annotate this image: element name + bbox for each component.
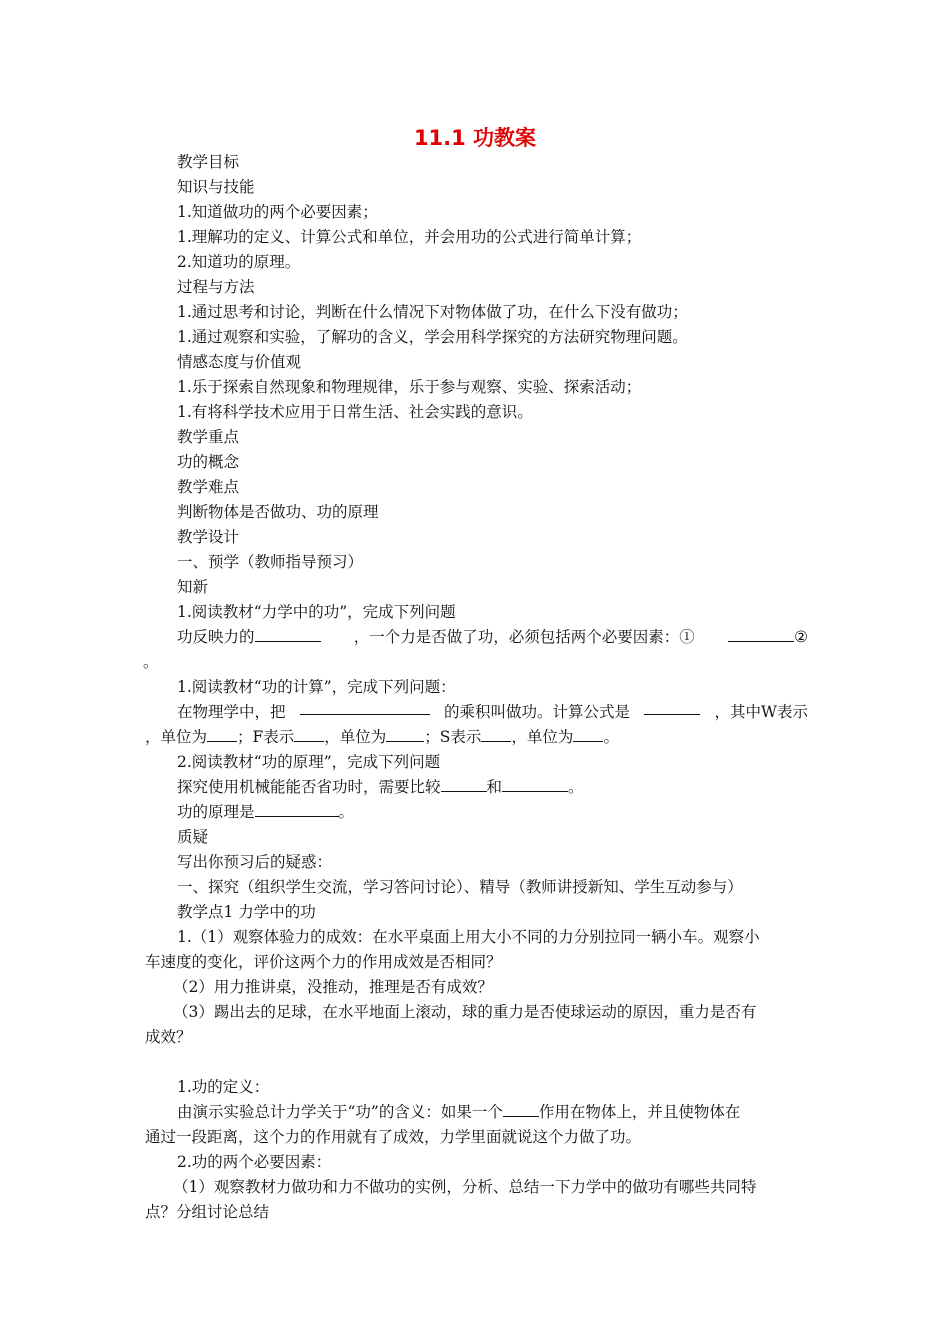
observation-text: （2）用力推讲桌，没推动，推理是否有成效？ [173, 978, 493, 996]
answer-blank[interactable] [503, 1102, 539, 1117]
heading-emotion: 情感态度与价值观 [177, 353, 302, 371]
answer-blank[interactable] [207, 727, 237, 742]
heading-preview: 一、预学（教师指导预习） [177, 553, 364, 571]
observation-text: 1.（1）观察体验力的成效：在水平桌面上用大小不同的力分别拉同一辆小车。观察小 [177, 928, 760, 946]
definition-text: 通过一段距离，这个力的作用就有了成效，力学里面就说这个力做了功。 [145, 1128, 642, 1146]
definition-title: 1.功的定义： [177, 1078, 270, 1096]
goal-item: 1.知道做功的两个必要因素； [177, 203, 378, 221]
read-task-2: 1.阅读教材“功的计算”，完成下列问题： [177, 678, 456, 696]
page-title: 11.1 功教案 [413, 126, 537, 150]
key-point-text: 功的概念 [177, 453, 240, 471]
answer-blank[interactable] [441, 777, 487, 792]
spacer [145, 1050, 808, 1075]
goal-item: 1.理解功的定义、计算公式和单位，并会用功的公式进行简单计算； [177, 228, 642, 246]
continuation: 。 [143, 653, 159, 671]
heading-key-point: 教学重点 [177, 428, 240, 446]
read-task-3: 2.阅读教材“功的原理”，完成下列问题 [177, 753, 441, 771]
answer-blank[interactable] [481, 727, 511, 742]
answer-blank[interactable] [294, 727, 324, 742]
factors-title: 2.功的两个必要因素： [177, 1153, 332, 1171]
answer-blank[interactable] [255, 627, 321, 642]
answer-blank[interactable] [502, 777, 568, 792]
factors-text: 点？分组讨论总结 [145, 1203, 270, 1221]
goal-item: 1.有将科学技术应用于日常生活、社会实践的意识。 [177, 403, 533, 421]
answer-blank[interactable] [255, 802, 339, 817]
fill-blank-line: 探究使用机械能能否省功时，需要比较 和 。 [177, 778, 584, 796]
heading-process-method: 过程与方法 [177, 278, 255, 296]
answer-blank[interactable] [644, 700, 700, 715]
answer-blank[interactable] [300, 700, 430, 715]
fill-blank-line: 由演示实验总计力学关于“功”的含义：如果一个 作用在物体上，并且使物体在 [177, 1103, 741, 1121]
heading-explore: 一、探究（组织学生交流，学习答问讨论）、精导（教师讲授新知、学生互动参与） [177, 878, 743, 896]
goal-item: 2.知道功的原理。 [177, 253, 301, 271]
difficulty-text: 判断物体是否做功、功的原理 [177, 503, 379, 521]
heading-difficulty: 教学难点 [177, 478, 240, 496]
observation-text: （3）踢出去的足球，在水平地面上滚动，球的重力是否使球运动的原因，重力是否有 [173, 1003, 757, 1021]
fill-blank-line: ，单位为 ；F表示 ，单位为 ；S表示 ，单位为 。 [145, 728, 619, 746]
heading-point-1: 教学点1 力学中的功 [177, 903, 316, 921]
goal-item: 1.乐于探索自然现象和物理规律，乐于参与观察、实验、探索活动； [177, 378, 642, 396]
answer-blank[interactable] [386, 727, 424, 742]
read-task-1: 1.阅读教材“力学中的功”，完成下列问题 [177, 603, 456, 621]
answer-blank[interactable] [573, 727, 603, 742]
goal-item: 1.通过观察和实验，了解功的含义，学会用科学探究的方法研究物理问题。 [177, 328, 688, 346]
factors-text: （1）观察教材力做功和力不做功的实例，分析、总结一下力学中的做功有哪些共同特 [173, 1178, 757, 1196]
fill-blank-line: 功反映力的 ，一个力是否做了功，必须包括两个必要因素：① ② [177, 628, 808, 646]
heading-knowledge-skills: 知识与技能 [177, 178, 255, 196]
heading-design: 教学设计 [177, 528, 240, 546]
goal-item: 1.通过思考和讨论，判断在什么情况下对物体做了功，在什么下没有做功； [177, 303, 688, 321]
observation-text: 成效？ [145, 1028, 192, 1046]
answer-blank[interactable] [728, 627, 794, 642]
heading-goals: 教学目标 [177, 153, 240, 171]
heading-question: 质疑 [177, 828, 209, 846]
fill-blank-line: 功的原理是 。 [177, 803, 355, 821]
fill-blank-line: 在物理学中，把 的乘积叫做功。计算公式是 ，其中W表示 [145, 700, 808, 725]
heading-new-knowledge: 知新 [177, 578, 209, 596]
question-text: 写出你预习后的疑惑： [177, 853, 333, 871]
document-body [145, 150, 808, 1225]
observation-text: 车速度的变化，评价这两个力的作用成效是否相同？ [145, 953, 502, 971]
